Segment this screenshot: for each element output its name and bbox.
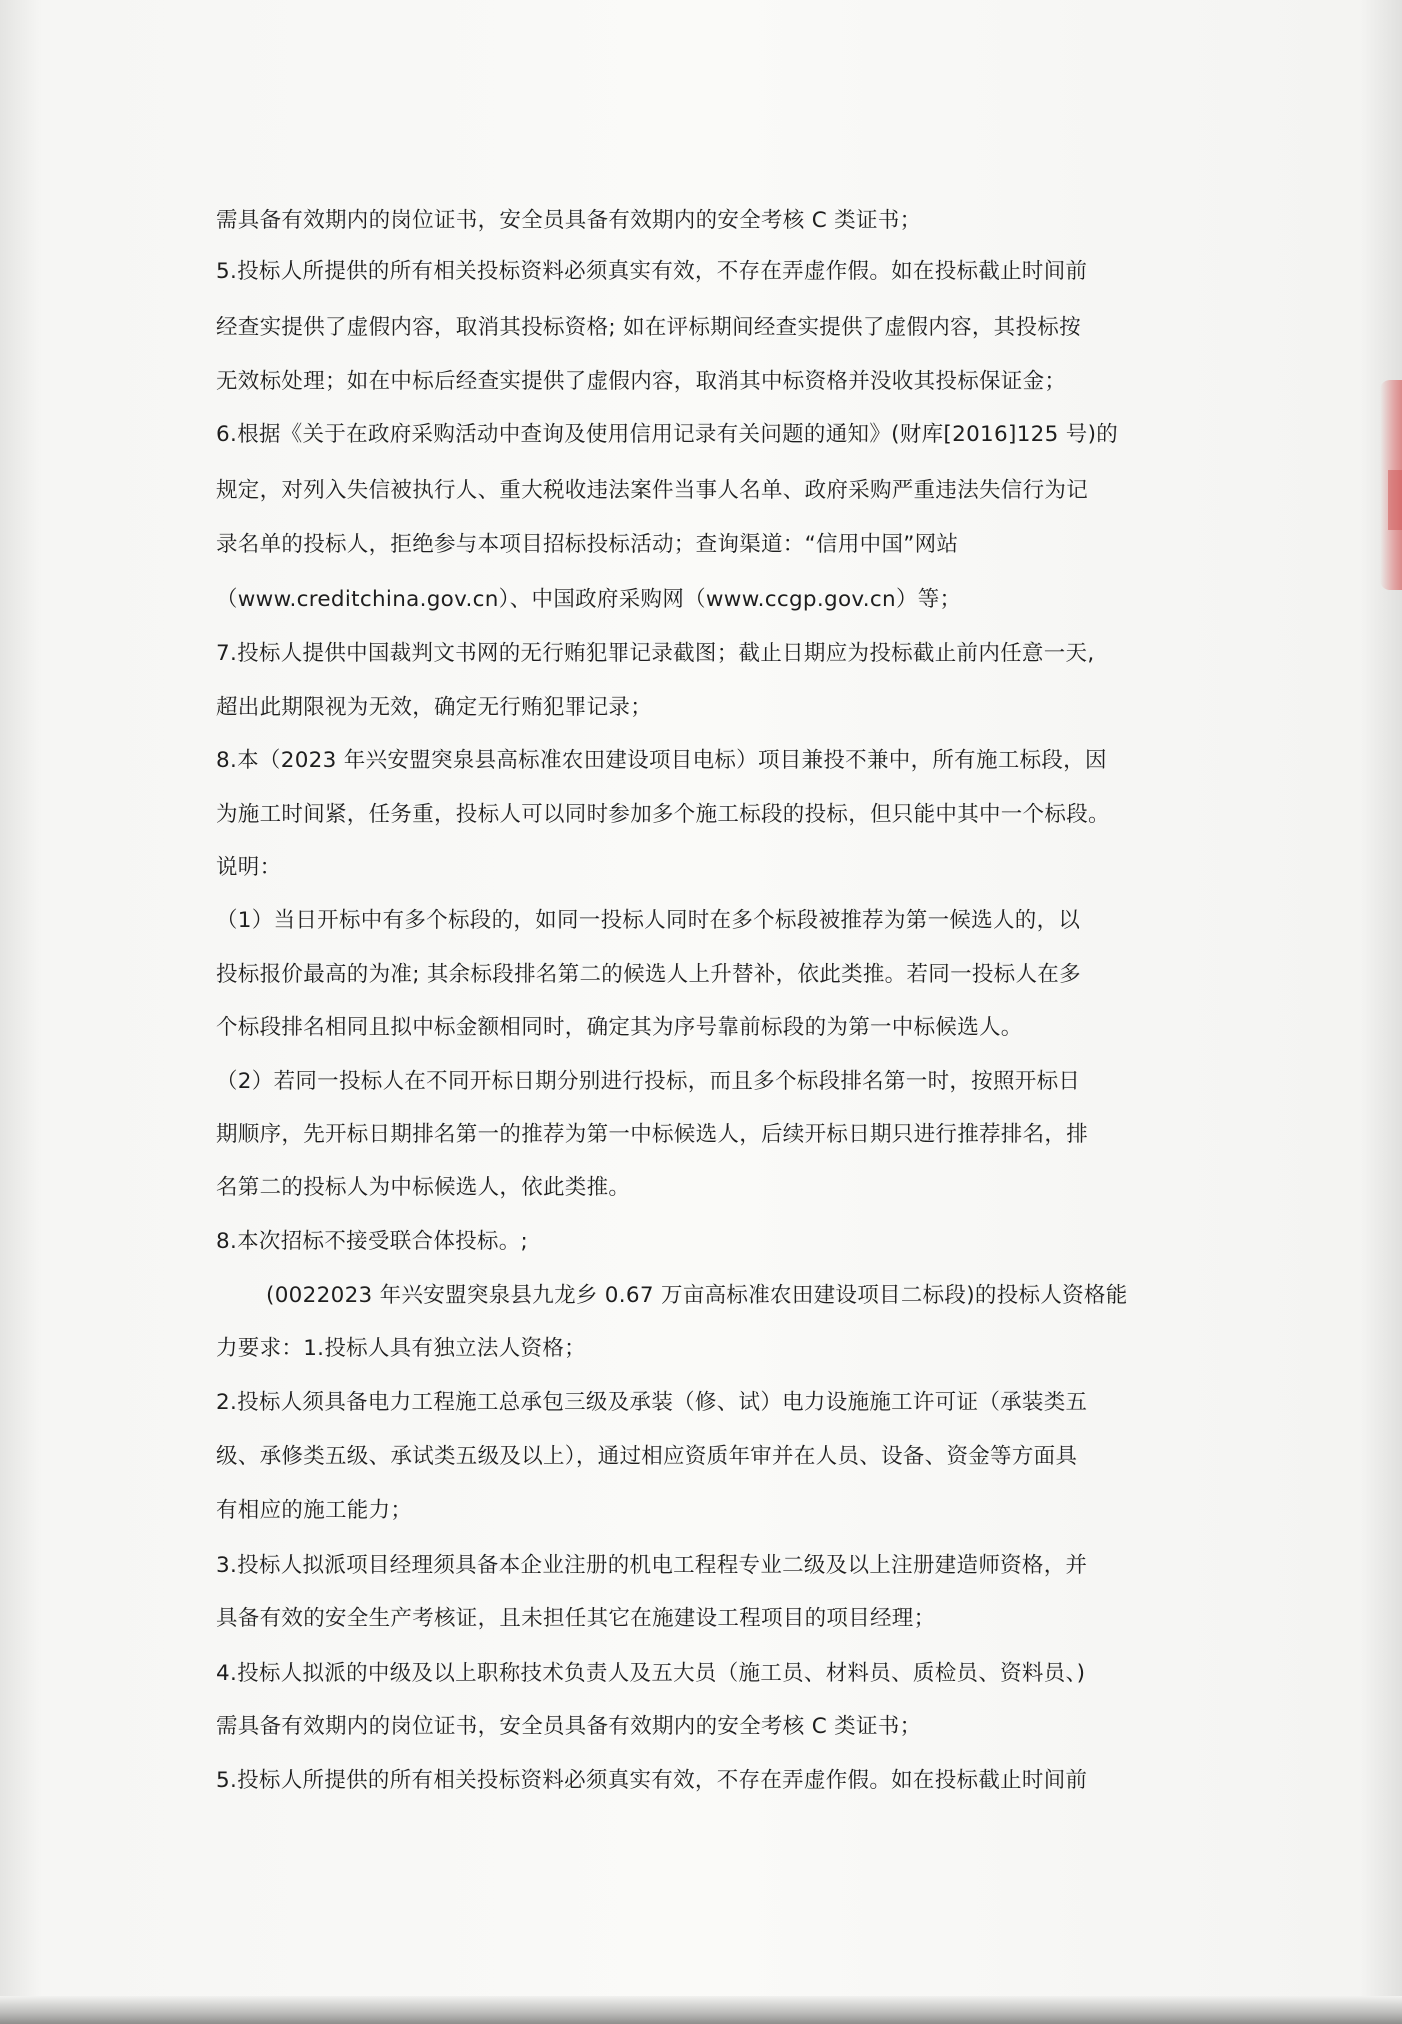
text-line: 具备有效的安全生产考核证，且未担任其它在施建设工程项目的项目经理； (216, 1606, 936, 1631)
page-bottom-edge (0, 1996, 1402, 2024)
text-line: （1）当日开标中有多个标段的，如同一投标人同时在多个标段被推荐为第一候选人的，以 (216, 908, 1081, 933)
text-line: 期顺序，先开标日期排名第一的推荐为第一中标候选人，后续开标日期只进行推荐排名，排 (216, 1122, 1089, 1147)
text-line: 超出此期限视为无效，确定无行贿犯罪记录； (216, 695, 653, 720)
text-line: 6.根据《关于在政府采购活动中查询及使用信用记录有关问题的通知》(财库[2016]125 号)的 (216, 422, 1119, 447)
text-line: 无效标处理；如在中标后经查实提供了虚假内容，取消其中标资格并没收其投标保证金； (216, 369, 1067, 394)
text-line: 8.本（2023 年兴安盟突泉县高标准农田建设项目电标）项目兼投不兼中，所有施工标段，因 (216, 748, 1107, 773)
text-line: 名第二的投标人为中标候选人，依此类推。 (216, 1175, 631, 1200)
text-line: 为施工时间紧，任务重，投标人可以同时参加多个施工标段的投标，但只能中其中一个标段。 (216, 802, 1110, 827)
text-line: （www.creditchina.gov.cn）、中国政府采购网（www.ccgp.gov.cn）等； (216, 587, 962, 612)
text-line: 规定，对列入失信被执行人、重大税收违法案件当事人名单、政府采购严重违法失信行为记 (216, 478, 1089, 503)
text-line: 3.投标人拟派项目经理须具备本企业注册的机电工程程专业二级及以上注册建造师资格，并 (216, 1553, 1088, 1578)
text-line: 5.投标人所提供的所有相关投标资料必须真实有效，不存在弄虚作假。如在投标截止时间前 (216, 259, 1088, 284)
text-line: 力要求：1.投标人具有独立法人资格； (216, 1336, 586, 1361)
text-line: (0022023 年兴安盟突泉县九龙乡 0.67 万亩高标准农田建设项目二标段)的投标人资格能 (266, 1283, 1128, 1308)
text-line: 2.投标人须具备电力工程施工总承包三级及承装（修、试）电力设施施工许可证（承装类五 (216, 1390, 1088, 1415)
text-line: （2）若同一投标人在不同开标日期分别进行投标，而且多个标段排名第一时，按照开标日 (216, 1069, 1081, 1094)
text-line: 级、承修类五级、承试类五级及以上），通过相应资质年审并在人员、设备、资金等方面具 (216, 1444, 1078, 1469)
text-line: 4.投标人拟派的中级及以上职称技术负责人及五大员（施工员、材料员、质检员、资料员、) (216, 1661, 1086, 1686)
text-line: 8.本次招标不接受联合体投标。; (216, 1229, 529, 1254)
text-line: 需具备有效期内的岗位证书，安全员具备有效期内的安全考核 C 类证书； (216, 208, 922, 233)
text-line: 需具备有效期内的岗位证书，安全员具备有效期内的安全考核 C 类证书； (216, 1714, 922, 1739)
text-line: 个标段排名相同且拟中标金额相同时，确定其为序号靠前标段的为第一中标候选人。 (216, 1015, 1023, 1040)
text-line: 经查实提供了虚假内容，取消其投标资格; 如在评标期间经查实提供了虚假内容，其投标按 (216, 315, 1081, 340)
text-line: 说明： (216, 855, 282, 880)
text-line: 5.投标人所提供的所有相关投标资料必须真实有效，不存在弄虚作假。如在投标截止时间前 (216, 1768, 1088, 1793)
text-line: 7.投标人提供中国裁判文书网的无行贿犯罪记录截图；截止日期应为投标截止前内任意一天, (216, 641, 1095, 666)
text-line: 录名单的投标人，拒绝参与本项目招标投标活动；查询渠道：“信用中国”网站 (216, 532, 959, 557)
text-line: 投标报价最高的为准; 其余标段排名第二的候选人上升替补，依此类推。若同一投标人在多 (216, 962, 1081, 987)
text-line: 有相应的施工能力； (216, 1498, 413, 1523)
